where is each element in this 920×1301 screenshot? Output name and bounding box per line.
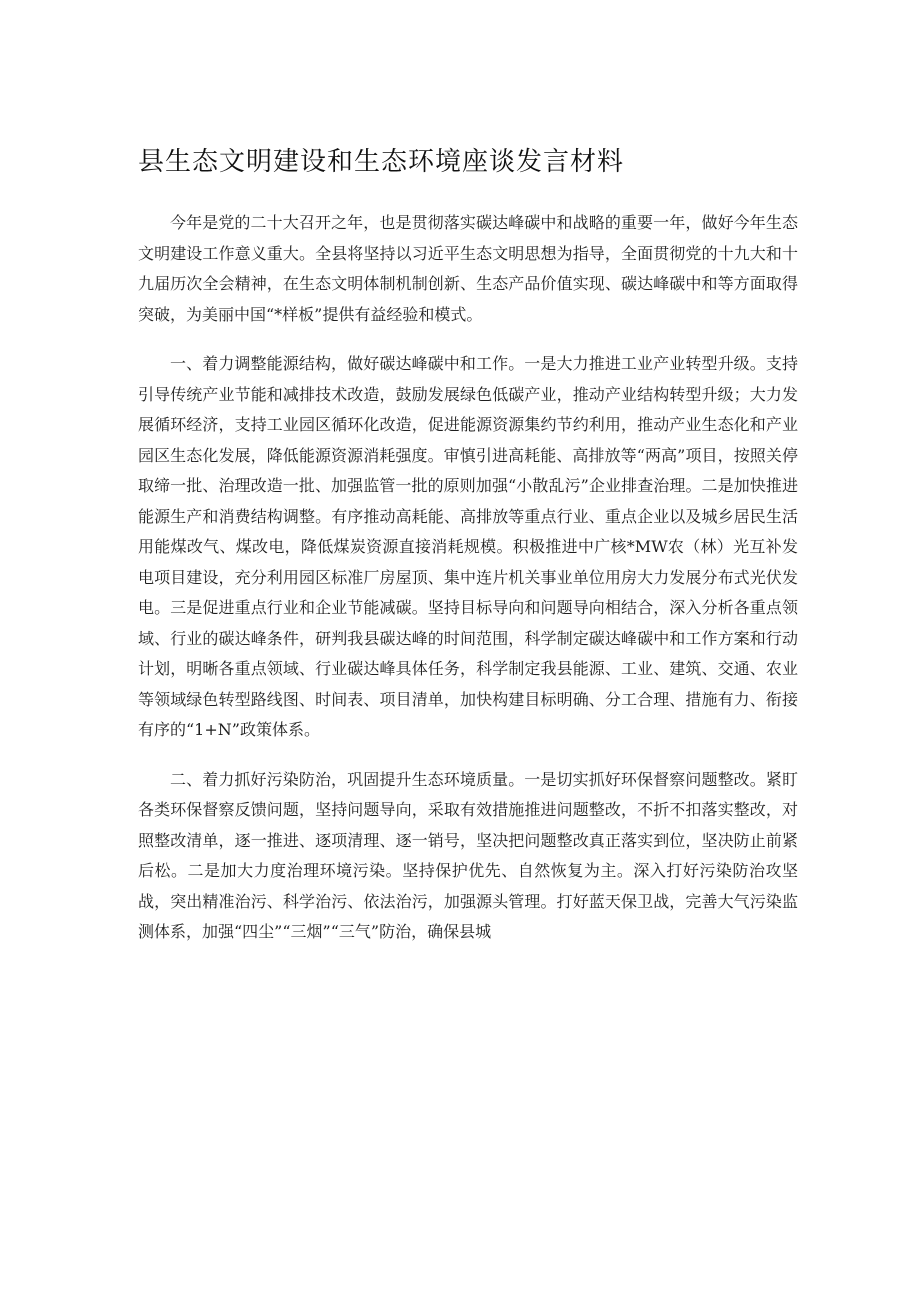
paragraph-section-1: 一、着力调整能源结构，做好碳达峰碳中和工作。一是大力推进工业产业转型升级。支持引导传统产业节能和减排技术改造，鼓励发展绿色低碳产业，推动产业结构转型升级；大力发展循环经济，支持工业园区循环化改造，促进能源资源集约节约利用，推动产业生态化和产业园区生态化发展，降低能源资源消耗强度。审慎引进高耗能、高排放等“两高”项目，按照关停取缔一批、治理改造一批、加强监管一批的原则加强“小散乱污”企业排查治理。二是加快推进能源生产和消费结构调整。有序推动高耗能、高排放等重点行业、重点企业以及城乡居民生活用能煤改气、煤改电，降低煤炭资源直接消耗规模。积极推进中广核*MW农（林）光互补发电项目建设，充分利用园区标准厂房屋顶、集中连片机关事业单位用房大力发展分布式光伏发电。三是促进重点行业和企业节能减碳。坚持目标导向和问题导向相结合，深入分析各重点领域、行业的碳达峰条件，研判我县碳达峰的时间范围，科学制定碳达峰碳中和工作方案和行动计划，明晰各重点领域、行业碳达峰具体任务，科学制定我县能源、工业、建筑、交通、农业等领域绿色转型路线图、时间表、项目清单，加快构建目标明确、分工合理、措施有力、衔接有序的“1+N”政策体系。 xyxy=(138,354,798,739)
document-body xyxy=(138,208,798,967)
paragraph-intro: 今年是党的二十大召开之年，也是贯彻落实碳达峰碳中和战略的重要一年，做好今年生态文明建设工作意义重大。全县将坚持以习近平生态文明思想为指导，全面贯彻党的十九大和十九届历次全会精神，在生态文明体制机制创新、生态产品价值实现、碳达峰碳中和等方面取得突破，为美丽中国“*样板”提供有益经验和模式。 xyxy=(138,213,798,324)
document-title: 县生态文明建设和生态环境座谈发言材料 xyxy=(138,147,625,177)
paragraph-section-2: 二、着力抓好污染防治，巩固提升生态环境质量。一是切实抓好环保督察问题整改。紧盯各类环保督察反馈问题，坚持问题导向，采取有效措施推进问题整改，不折不扣落实整改，对照整改清单，逐一推进、逐项清理、逐一销号，坚决把问题整改真正落实到位，坚决防止前紧后松。二是加大力度治理环境污染。坚持保护优先、自然恢复为主。深入打好污染防治攻坚战，突出精准治污、科学治污、依法治污，加强源头管理。打好蓝天保卫战，完善大气污染监测体系，加强“四尘”“三烟”“三气”防治，确保县城 xyxy=(138,769,798,941)
